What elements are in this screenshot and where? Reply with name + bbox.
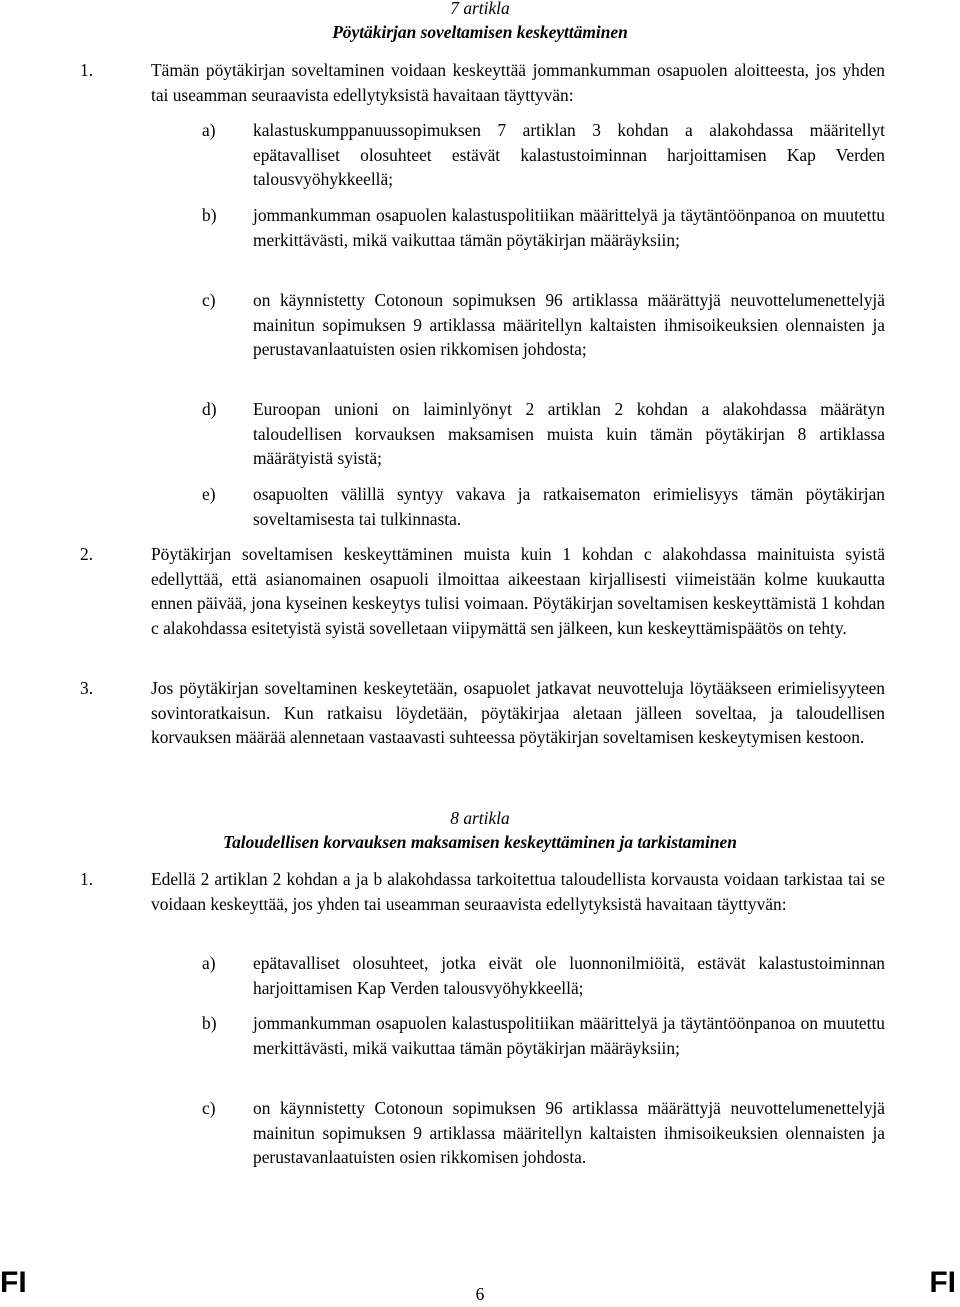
article-8-number: 8 artikla [450, 808, 510, 828]
article-7-title: Pöytäkirjan soveltamisen keskeyttäminen [332, 22, 628, 42]
article-7-item-b-text: jommankumman osapuolen kalastuspolitiikan määrittelyä ja täytäntöönpanoa on muutettu merkittävästi, mikä vaikuttaa tämän pöytäkirjan määräyksiin; [253, 205, 885, 250]
article-8-item-b-text: jommankumman osapuolen kalastuspolitiikan määrittelyä ja täytäntöönpanoa on muutettu merkittävästi, mikä vaikuttaa tämän pöytäkirjan määräyksiin; [253, 1013, 885, 1058]
article-7-item-a-text: kalastuskumppanuussopimuksen 7 artiklan 3 kohdan a alakohdassa määritellyt epätavalliset olosuhteet estävät kalastustoiminnan harjoittamisen Kap Verden talousvyöhykkeellä; [253, 120, 885, 190]
article-8-item-c-letter: c) [202, 1098, 216, 1118]
article-8-item-c-text: on käynnistetty Cotonoun sopimuksen 96 artiklassa määrättyjä neuvottelumenettelyjä mainitun sopimuksen 9 artiklassa määritellyn kaltaisten ihmisoikeuksien olennaisten ja perustavanlaatuisten osien rikkomisen johdosta. [253, 1098, 885, 1168]
article-7-paragraph-1-text: Tämän pöytäkirjan soveltaminen voidaan keskeyttää jommankumman osapuolen aloitteesta, jos yhden tai useamman seuraavista edellytyksistä havaitaan täyttyvän: [151, 60, 885, 105]
article-8-title: Taloudellisen korvauksen maksamisen keskeyttäminen ja tarkistaminen [223, 832, 737, 852]
article-8-item-a-letter: a) [202, 953, 216, 973]
footer-language-code-left: FI [0, 1266, 27, 1299]
article-8-item-b-letter: b) [202, 1013, 217, 1033]
article-8-paragraph-1-number: 1. [80, 869, 94, 889]
article-7-paragraph-2-number: 2. [80, 544, 94, 564]
article-7-paragraph-3-text: Jos pöytäkirjan soveltaminen keskeytetään, osapuolet jatkavat neuvotteluja löytääkseen erimielisyyteen sovintoratkaisun. Kun ratkaisu löydetään, pöytäkirjaa aletaan jälleen soveltaa, ja taloudellisen korvauksen määrää alennetaan vastaavasti suhteessa pöytäkirjan soveltamisen keskeytymisen kestoon. [151, 678, 885, 748]
article-7-item-a-letter: a) [202, 120, 216, 140]
article-7-paragraph-2-text: Pöytäkirjan soveltamisen keskeyttäminen muista kuin 1 kohdan c alakohdassa mainituista syistä edellyttää, että asianomainen osapuoli ilmoittaa aikeestaan kirjallisesti viimeistään kolme kuukautta ennen päivää, jona kyseinen keskeytys tulisi voimaan. Pöytäkirjan soveltamisen keskeyttämistä 1 kohdan c alakohdassa esitetyistä syistä sovelletaan viipymättä sen jälkeen, kun keskeyttämispäätös on tehty. [151, 544, 885, 638]
article-7-paragraph-3-number: 3. [80, 678, 94, 698]
article-7-item-b-letter: b) [202, 205, 217, 225]
article-7-item-d-letter: d) [202, 399, 217, 419]
footer-language-code-right: FI [929, 1266, 956, 1299]
article-8-paragraph-1-text: Edellä 2 artiklan 2 kohdan a ja b alakohdassa tarkoitettua taloudellista korvausta voidaan tarkistaa tai se voidaan keskeyttää, jos yhden tai useamman seuraavista edellytyksistä havaitaan täyttyvän: [151, 869, 885, 914]
article-7-item-c-text: on käynnistetty Cotonoun sopimuksen 96 artiklassa määrättyjä neuvottelumenettelyjä mainitun sopimuksen 9 artiklassa määritellyn kaltaisten ihmisoikeuksien olennaisten ja perustavanlaatuisten osien rikkomisen johdosta; [253, 290, 885, 360]
article-7-paragraph-1-number: 1. [80, 60, 94, 80]
article-7-item-e-text: osapuolten välillä syntyy vakava ja ratkaisematon erimielisyys tämän pöytäkirjan soveltamisesta tai tulkinnasta. [253, 484, 885, 529]
article-7-item-d-text: Euroopan unioni on laiminlyönyt 2 artiklan 2 kohdan a alakohdassa määrätyn taloudellisen korvauksen maksamisen muista kuin tämän pöytäkirjan 8 artiklassa määrätyistä syistä; [253, 399, 885, 469]
article-7-item-e-letter: e) [202, 484, 216, 504]
article-7-number: 7 artikla [450, 0, 510, 18]
article-8-item-a-text: epätavalliset olosuhteet, jotka eivät ole luonnonilmiöitä, estävät kalastustoiminnan harjoittamisen Kap Verden talousvyöhykkeellä; [253, 953, 885, 998]
page-number: 6 [475, 1284, 485, 1304]
article-7-item-c-letter: c) [202, 290, 216, 310]
